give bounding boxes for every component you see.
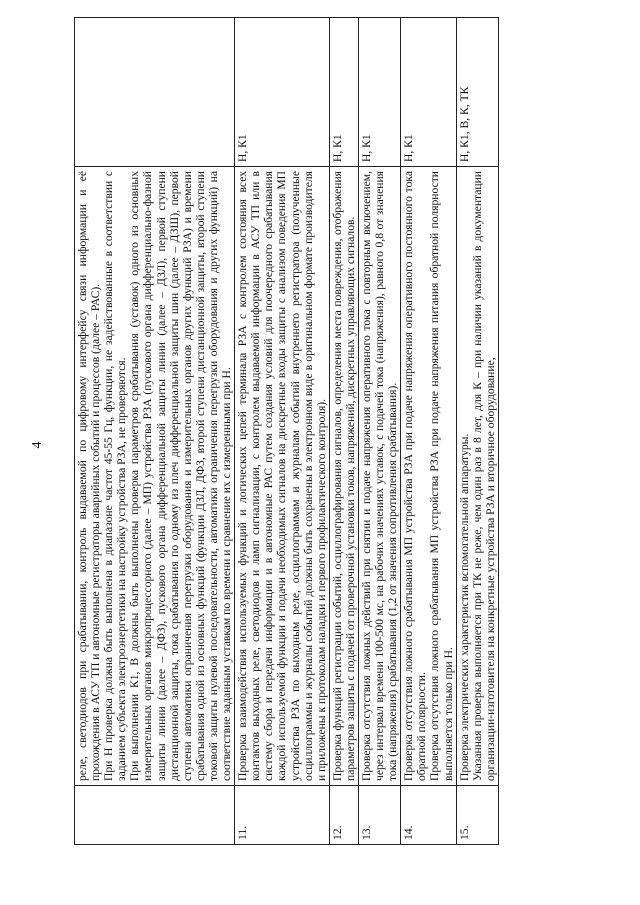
row-code: Н, К1 (358, 18, 400, 167)
paragraph: При Н проверка должна быть выполнена в диапазоне частот 45-55 Гц, функции, не задействованные в соответствии с заданием субъекта электроэнергетики на настройку устройства РЗА, не проверяются. (102, 171, 129, 781)
table-row (401, 18, 456, 845)
paragraph: реле, светодиодов при срабатывании, контроль выдаваемой по цифровому интерфейсу связи информации и её прохождения в АСУ ТП и автономные регистраторы аварийных событий и процессов (далее – РАС). (76, 171, 103, 781)
row-code: Н, К1, В, К, ТК (456, 18, 498, 167)
rotated-sheet (20, 45, 620, 845)
paragraph: Проверка отсутствия ложного срабатывания МП устройства РЗА при подаче напряжения оперативного постоянного тока обратной полярности. (402, 171, 429, 781)
row-code (75, 18, 235, 167)
row-number: 15. (456, 786, 498, 845)
row-text (329, 167, 358, 786)
table-row (75, 18, 235, 845)
row-code: Н, К1 (235, 18, 330, 167)
table-row (235, 18, 330, 845)
row-code: Н, К1 (329, 18, 358, 167)
row-number: 11. (235, 786, 330, 845)
row-code: Н, К1 (401, 18, 456, 167)
row-number: 14. (401, 786, 456, 845)
row-number: 12. (329, 786, 358, 845)
row-text (75, 167, 235, 786)
table-row (329, 18, 358, 845)
row-number (75, 786, 235, 845)
page-number: 4 (30, 441, 45, 449)
paragraph: Проверка отсутствия ложного срабатывания МП устройства РЗА при подаче напряжения питания обратной полярности выполняется только при Н. (428, 171, 455, 781)
table-row (358, 18, 400, 845)
table-row (456, 18, 498, 845)
row-number: 13. (358, 786, 400, 845)
paragraph: Указанная проверка выполняется при ТК не реже, чем один раз в 8 лет, для К – при наличии указаний в документации организации-изготовителя на конкретные устройства РЗА и вторичное оборудование, (470, 171, 497, 781)
row-text (401, 167, 456, 786)
paragraph: Проверка электрических характеристик вспомогательной аппаратуры. (457, 433, 471, 781)
paragraph: Проверка функций регистрации событий, осциллографирования сигналов, определения места повреждения, отображения параметров защиты с подачей от проверочной установки токов, напряжений, дискретных управляющих сигналов. (330, 171, 357, 781)
row-text (456, 167, 498, 786)
paragraph: При выполнении К1, В должны быть выполнены проверка параметров срабатывания (уставок) одного из основных измерительных органов микропроцессорного (далее – МП) устройства РЗА (пускового органа дифференциально-фазной защиты линии (далее – ДФЗ), пускового органа дифференциальной защиты линии (далее – ДЗЛ), первой ступени дистанционной защиты, тока срабатывания по одному из плеч дифференциальной защиты шин (далее – ДЗШ), первой ступени автоматики ограничения перегрузки оборудования и измерительных органов других функций РЗА) и времени срабатывания одной из основных функций (функции ДЗЛ, ДФЗ, второй ступени дистанционной защиты, второй ступени токовой защиты нулевой последовательности, автоматики ограничения перегрузки оборудования и других функций) на соответствие заданным уставкам по времени и сравнение их с измеренными при Н. (128, 171, 234, 781)
row-text (358, 167, 400, 786)
row-text (235, 167, 330, 786)
paragraph: Проверка взаимодействия используемых функций и логических цепей терминала РЗА с контролем состояния всех контактов выходных реле, светодиодов и ламп сигнализации, с контролем выдаваемой информации в АСУ ТП или в систему сбора и передачи информации и в автономные РАС путем создания условий для поочередного срабатывания каждой используемой функции и подачи необходимых сигналов на дискретные входы защиты с анализом поведения МП устройства РЗА по выходным реле, осциллограммам и журналам событий внутреннего регистратора (полученные осциллограммы и журналы событий должны быть сохранены в электронном виде в оригинальном формате производителя и приложены к протоколам наладки и первого профилактического контроля). (236, 171, 328, 781)
requirements-table (74, 17, 499, 845)
paragraph: Проверка отсутствия ложных действий при снятии и подаче напряжения оперативного тока с повторным включением, через интервал времени 100-500 мс, на рабочих значениях уставок, с подачей тока (напряжения), равного 0,8 от значения тока (напряжения) срабатывания (1,2 от значения сопротивления срабатывания). (359, 171, 400, 781)
